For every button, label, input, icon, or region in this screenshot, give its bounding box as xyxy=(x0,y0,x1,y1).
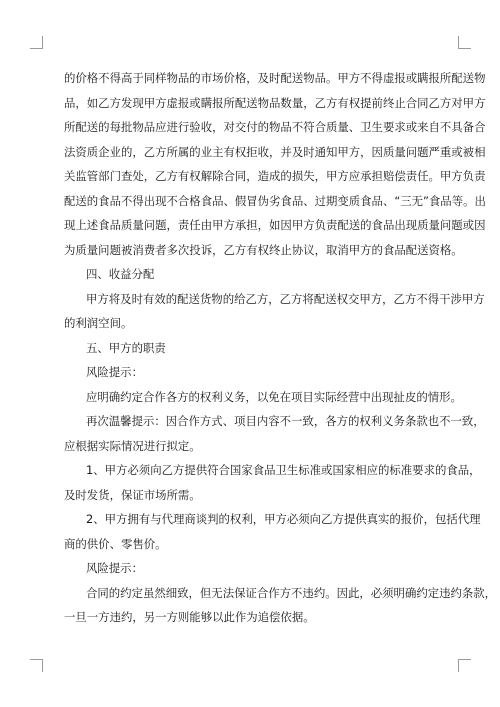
text-line: 四、收益分配 xyxy=(86,267,155,281)
text-line: 配送的食品不得出现不合格食品、假冒伪劣食品、过期变质食品、“三无”食品等。出 xyxy=(64,193,486,208)
text-line: 甲方将及时有效的配送货物的给乙方，乙方将配送权交甲方，乙方不得干涉甲方 xyxy=(86,291,485,306)
text-line: 关监管部门查处，乙方有权解除合同，造成的损失，甲方应承担赔偿责任。甲方负责 xyxy=(64,169,486,183)
text-line: 再次温馨提示：因合作方式、项目内容不一致，各方的权利义务条款也不一致， xyxy=(86,414,485,428)
text-line: 为质量问题被消费者多次投诉，乙方有权终止协议，取消甲方的食品配送资格。 xyxy=(64,242,463,257)
text-line: 合同的约定虽然细致，但无法保证合作方不违约。因此，必须明确约定违约条款， xyxy=(86,585,497,600)
crop-mark-bottom-left xyxy=(30,659,43,672)
text-line: 的利润空间。 xyxy=(64,316,133,330)
text-line: 商的供价、零售价。 xyxy=(64,536,167,551)
text-line: 的价格不得高于同样物品的市场价格，及时配送物品。甲方不得虚报或瞒报所配送物 xyxy=(64,71,486,85)
text-line: 风险提示： xyxy=(86,561,143,575)
text-line: 及时发货，保证市场所需。 xyxy=(64,487,201,502)
text-line: 法资质企业的，乙方所属的业主有权拒收，并及时通知甲方，因质量问题严重或被相 xyxy=(64,144,486,159)
crop-mark-top-left xyxy=(30,36,43,49)
text-line: 一旦一方违约，另一方则能够以此作为追偿依据。 xyxy=(64,610,315,624)
text-line: 五、甲方的职责 xyxy=(86,340,166,355)
text-line: 应根据实际情况进行拟定。 xyxy=(64,438,201,453)
text-line: 品，如乙方发现甲方虚报或瞒报所配送物品数量，乙方有权提前终止合同乙方对甲方 xyxy=(64,95,486,110)
text-line: 所配送的每批物品应进行验收，对交付的物品不符合质量、卫生要求或来自不具备合 xyxy=(64,120,486,134)
crop-mark-bottom-right xyxy=(458,659,471,672)
text-line: 风险提示： xyxy=(86,365,143,379)
text-line: 现上述食品质量问题，责任由甲方承担，如因甲方负责配送的食品出现质量问题或因 xyxy=(64,218,486,232)
text-line: 2、甲方拥有与代理商谈判的权利，甲方必须向乙方提供真实的报价，包括代理 xyxy=(86,512,481,526)
crop-mark-top-right xyxy=(458,36,471,49)
text-line: 应明确约定合作各方的权利义务，以免在项目实际经营中出现扯皮的情形。 xyxy=(86,389,462,404)
text-line: 1、甲方必须向乙方提供符合国家食品卫生标准或国家相应的标准要求的食品， xyxy=(86,463,481,477)
document-body xyxy=(64,66,497,630)
